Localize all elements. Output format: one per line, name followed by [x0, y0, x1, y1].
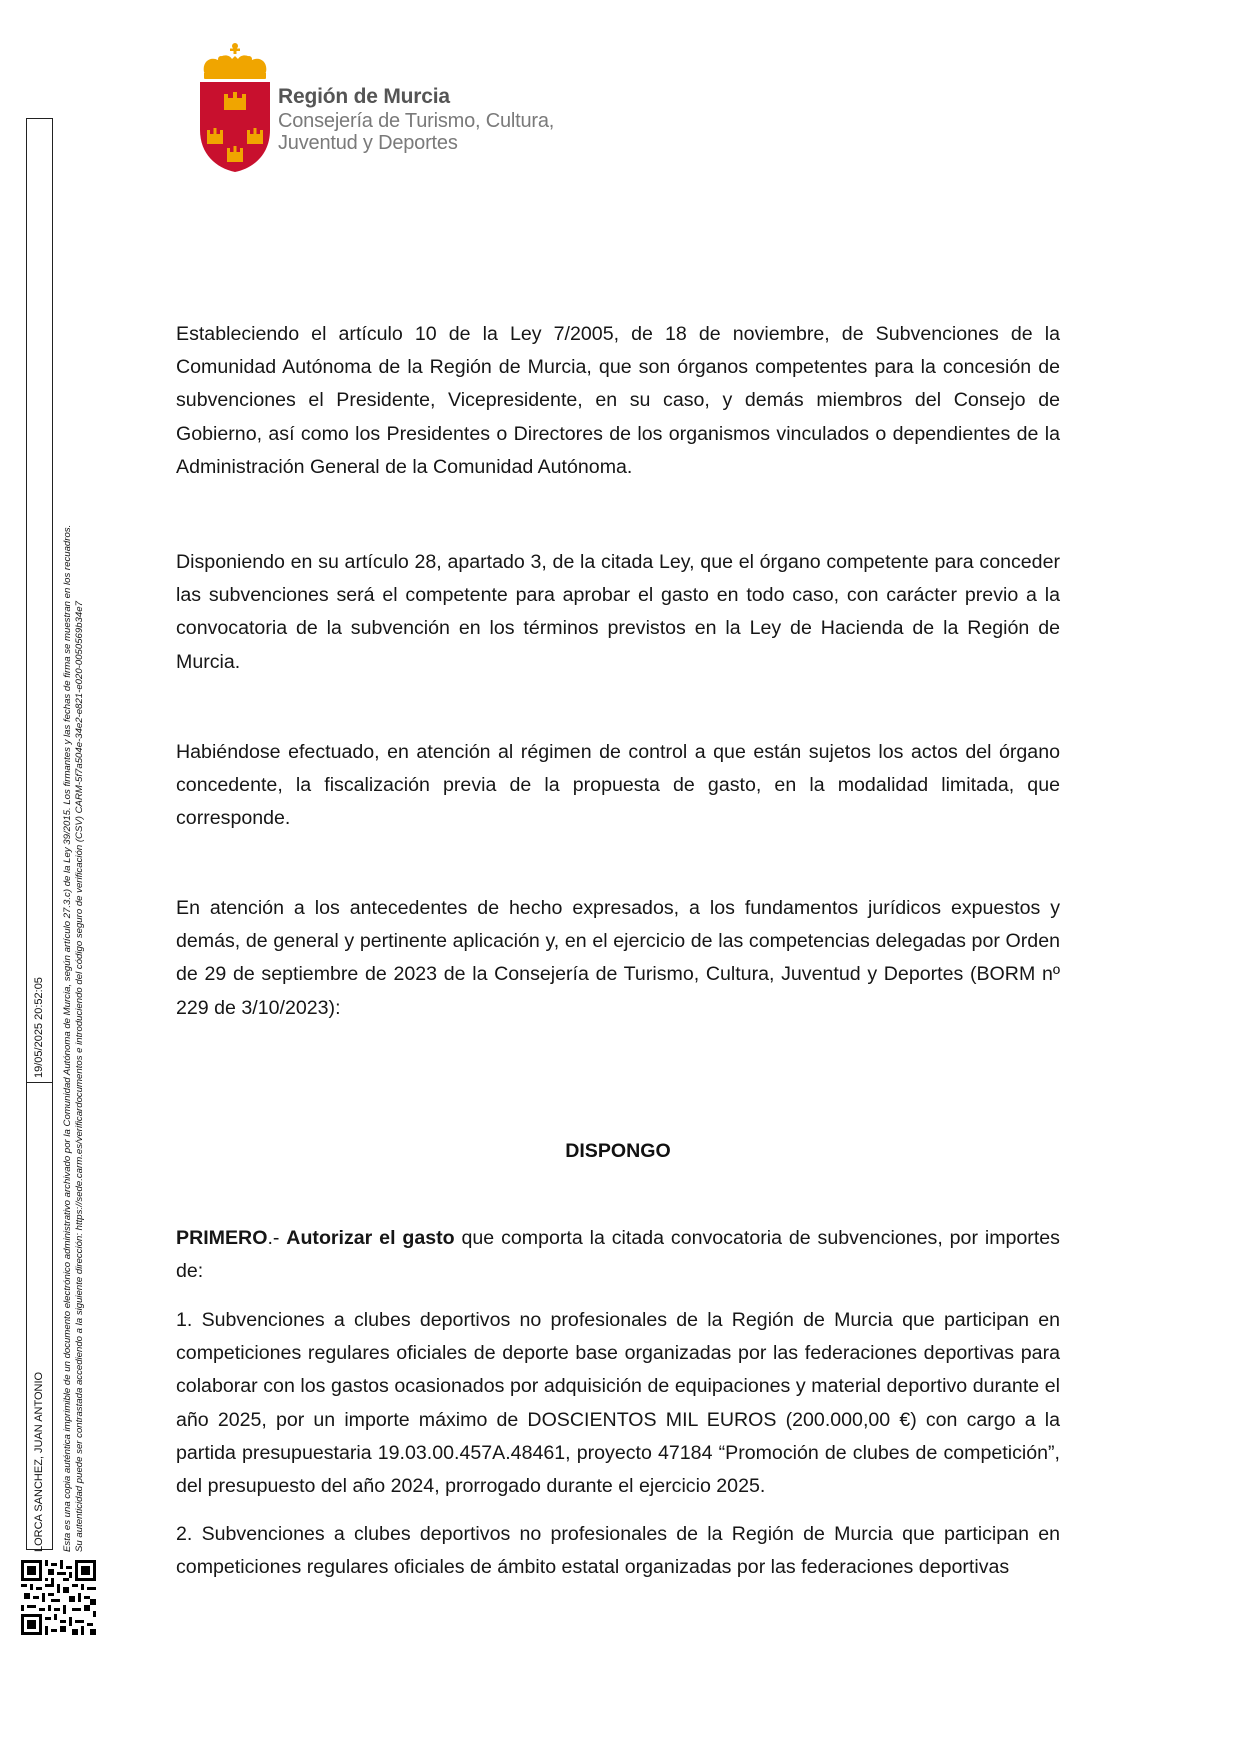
organization-logo — [196, 42, 556, 178]
verification-notice: Su autenticidad puede ser contrastada accediendo a la siguiente dirección: https://sede.carm.es/verificardocumentos e introduciendo del código seguro de verificación (CSV) CARM-5f7a504e-34e2-e821-e020-0050569b34e7 — [74, 601, 85, 1552]
primero-separator: .- — [267, 1227, 287, 1249]
authenticity-notice: Esta es una copia auténtica imprimible de un documento electrónico administrativo archivado por la Comunidad Autónoma de Murcia, según artículo 27.3.c) de la Ley 39/2015. Los firmantes y las fechas de firma se muestran en los recuadros. — [62, 524, 73, 1552]
paragraph-fiscal-control: Habiéndose efectuado, en atención al régimen de control a que están sujetos los actos del órgano concedente, la fiscalización previa de la propuesta de gasto, en la modalidad limitada, que corresponde. — [176, 741, 1060, 830]
signature-date: 19/05/2025 20:52:05 — [33, 977, 45, 1078]
signature-box — [26, 118, 53, 1550]
paragraph-legal-basis-art10: Estableciendo el artículo 10 de la Ley 7/2005, de 18 de noviembre, de Subvenciones de la Comunidad Autónoma de la Región de Murcia, que son órganos competentes para la concesión de subvenciones el Presidente, Vicepresidente, en su caso, y demás miembros del Consejo de Gobierno, así como los Presidentes o Directores de los organismos vinculados o dependientes de la Administración General de la Comunidad Autónoma. — [176, 323, 1060, 478]
paragraph-primero — [176, 1222, 1060, 1288]
list-item-subvencion-1: 1. Subvenciones a clubes deportivos no profesionales de la Región de Murcia que participan en competiciones regulares oficiales de deporte base organizadas por las federaciones deportivas para colaborar con los gastos ocasionados por adquisición de equipaciones y material deportivo durante el año 2025, por un importe máximo de DOSCIENTOS MIL EUROS (200.000,00 €) con cargo a la partida presupuestaria 19.03.00.457A.48461, proyecto 47184 “Promoción de clubes de competición”, del presupuesto del año 2024, prorrogado durante el ejercicio 2025. — [176, 1309, 1060, 1498]
region-de-murcia-coat-of-arms-icon — [196, 42, 274, 178]
organization-name: Región de Murcia — [278, 85, 450, 108]
signature-divider — [26, 1082, 53, 1083]
primero-label: PRIMERO — [176, 1227, 268, 1249]
primero-text: que comporta la citada convocatoria de subvenciones, por importes de: — [176, 1227, 1060, 1283]
paragraph-legal-basis-art28: Disponiendo en su artículo 28, apartado 3, de la citada Ley, que el órgano competente para conceder las subvenciones será el competente para aprobar el gasto en todo caso, con carácter previo a la convocatoria de la subvención en los términos previstos en la Ley de Hacienda de la Región de Murcia. — [176, 551, 1060, 673]
qr-code-icon — [21, 1560, 96, 1635]
dispongo-heading: DISPONGO — [565, 1140, 671, 1162]
list-item-subvencion-2: 2. Subvenciones a clubes deportivos no profesionales de la Región de Murcia que participan en competiciones regulares oficiales de ámbito estatal organizadas por las federaciones deportivas — [176, 1523, 1060, 1579]
autorizar-gasto-label: Autorizar el gasto — [286, 1227, 455, 1249]
paragraph-competences: En atención a los antecedentes de hecho expresados, a los fundamentos jurídicos expuestos y demás, de general y pertinente aplicación y, en el ejercicio de las competencias delegadas por Orden de 29 de septiembre de 2023 de la Consejería de Turismo, Cultura, Juventud y Deportes (BORM nº 229 de 3/10/2023): — [176, 897, 1060, 1019]
signer-name: LORCA SANCHEZ, JUAN ANTONIO — [33, 1371, 45, 1552]
department-name: Consejería de Turismo, Cultura, Juventud y Deportes — [278, 110, 555, 154]
